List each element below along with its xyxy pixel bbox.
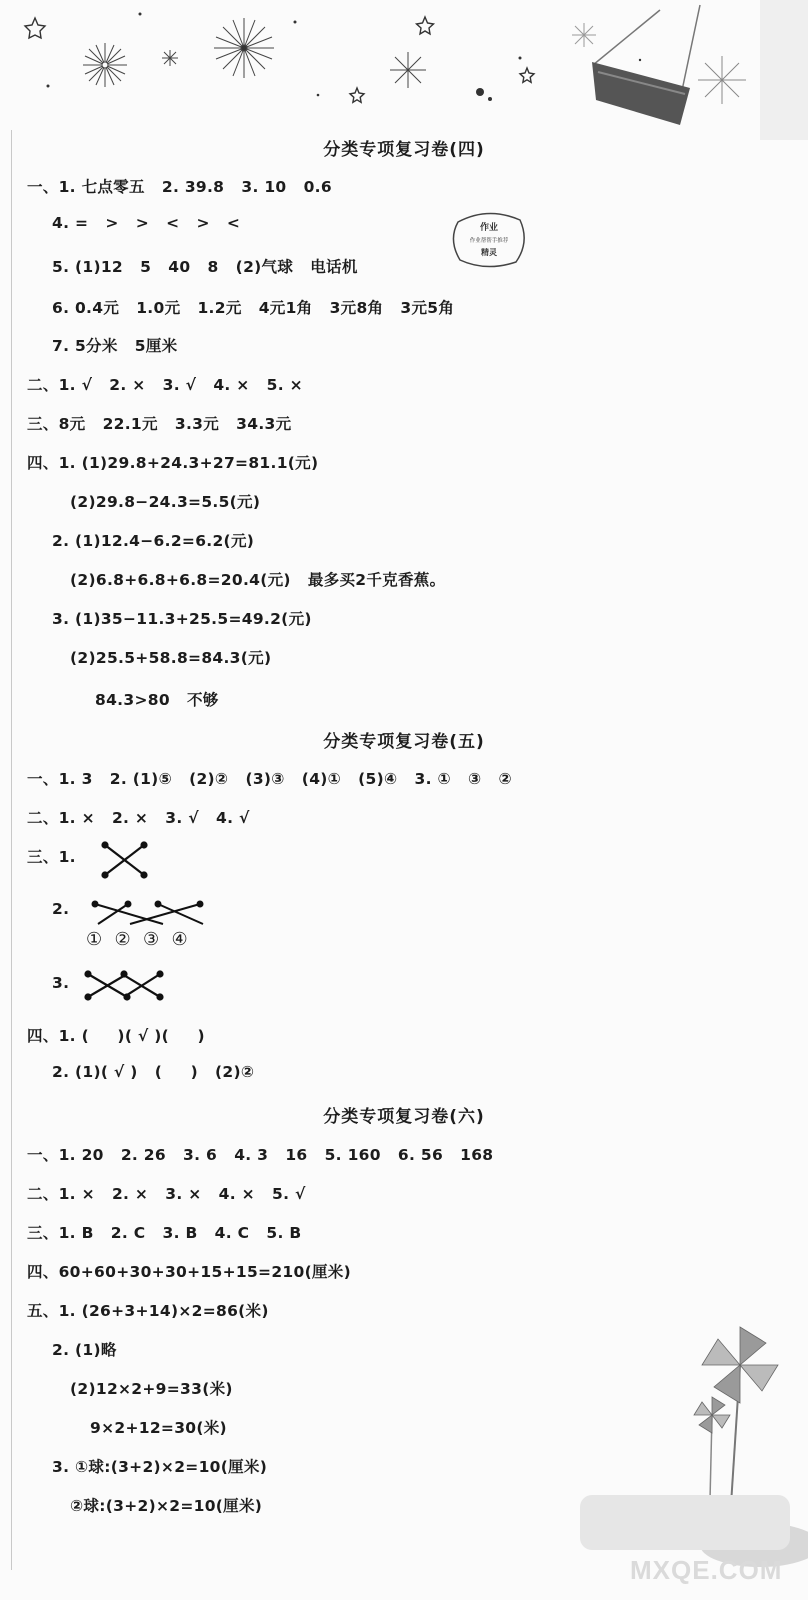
- section-title: 分类专项复习卷(五): [323, 732, 485, 752]
- swing-icon: [592, 5, 700, 125]
- answer-line: 二、1. × 2. × 3. × 4. × 5. √: [27, 1185, 306, 1203]
- star-icon: [417, 17, 434, 34]
- stamp-line2: 作业帮帮手推荐: [469, 238, 509, 244]
- matching-diagram-2: [88, 896, 213, 932]
- firework-icon: [390, 52, 426, 88]
- answer-line: 2. (1)( √ ) ( ) (2)②: [52, 1063, 255, 1081]
- answer-line: 3.: [52, 974, 70, 992]
- answer-line: 5. (1)12 5 40 8 (2)气球 电话机: [52, 258, 358, 276]
- answer-line: 四、1. ( )( √ )( ): [27, 1027, 205, 1045]
- section-title: 分类专项复习卷(六): [323, 1107, 485, 1127]
- firework-icon: [162, 50, 178, 66]
- circled-numbers: ① ② ③ ④: [86, 929, 188, 950]
- answer-line: 9×2+12=30(米): [90, 1419, 227, 1437]
- matching-diagram-3: [82, 968, 167, 1004]
- firework-icon: [572, 23, 596, 47]
- answer-line: 二、1. × 2. × 3. √ 4. √: [27, 809, 250, 827]
- answer-line: 三、1. B 2. C 3. B 4. C 5. B: [27, 1224, 302, 1242]
- answer-line: 三、8元 22.1元 3.3元 34.3元: [27, 415, 292, 433]
- answer-line: 四、1. (1)29.8+24.3+27=81.1(元): [27, 454, 319, 472]
- answer-line: 一、1. 20 2. 26 3. 6 4. 3 16 5. 160 6. 56 168: [27, 1146, 494, 1164]
- homework-stamp: [450, 210, 528, 270]
- answer-line: 4. = > > < > <: [52, 214, 241, 232]
- firework-icon: [83, 43, 127, 87]
- answer-line: 6. 0.4元 1.0元 1.2元 4元1角 3元8角 3元5角: [52, 299, 455, 317]
- answer-line: 一、1. 3 2. (1)⑤ (2)② (3)③ (4)① (5)④ 3. ① ③ ②: [27, 770, 512, 788]
- answer-line: (2)29.8−24.3=5.5(元): [70, 493, 261, 511]
- answer-line: 一、1. 七点零五 2. 39.8 3. 10 0.6: [27, 178, 332, 196]
- answer-line: 2.: [52, 900, 70, 918]
- stamp-line1: 作业: [479, 223, 499, 233]
- section-title: 分类专项复习卷(四): [323, 140, 485, 160]
- answer-line: 84.3>80 不够: [95, 691, 219, 709]
- matching-diagram-1: [100, 840, 150, 880]
- firework-icon: [214, 18, 274, 78]
- stamp-line3: 精灵: [481, 248, 497, 257]
- answer-line: 四、60+60+30+30+15+15=210(厘米): [27, 1263, 351, 1281]
- answer-line: (2)25.5+58.8=84.3(元): [70, 649, 272, 667]
- header-decoration: [0, 0, 808, 140]
- answer-line: 7. 5分米 5厘米: [52, 337, 178, 355]
- answer-line: (2)6.8+6.8+6.8=20.4(元) 最多买2千克香蕉。: [70, 571, 446, 589]
- answer-line: 2. (1)12.4−6.2=6.2(元): [52, 532, 255, 550]
- firework-icon: [698, 56, 746, 104]
- answer-line: 3. (1)35−11.3+25.5=49.2(元): [52, 610, 312, 628]
- star-icon: [25, 18, 45, 38]
- star-icon: [350, 88, 364, 102]
- answer-line: 三、1.: [27, 848, 76, 866]
- star-icon: [520, 68, 534, 82]
- answer-line: 二、1. √ 2. × 3. √ 4. × 5. ×: [27, 376, 303, 394]
- answer-line: 2. (1)略: [52, 1341, 117, 1359]
- answer-line: ②球:(3+2)×2=10(厘米): [70, 1497, 263, 1515]
- answer-line: 3. ①球:(3+2)×2=10(厘米): [52, 1458, 268, 1476]
- answer-line: 五、1. (26+3+14)×2=86(米): [27, 1302, 269, 1320]
- watermark-text: MXQE.COM: [630, 1555, 783, 1585]
- margin-line: [11, 130, 12, 1570]
- answer-line: (2)12×2+9=33(米): [70, 1380, 233, 1398]
